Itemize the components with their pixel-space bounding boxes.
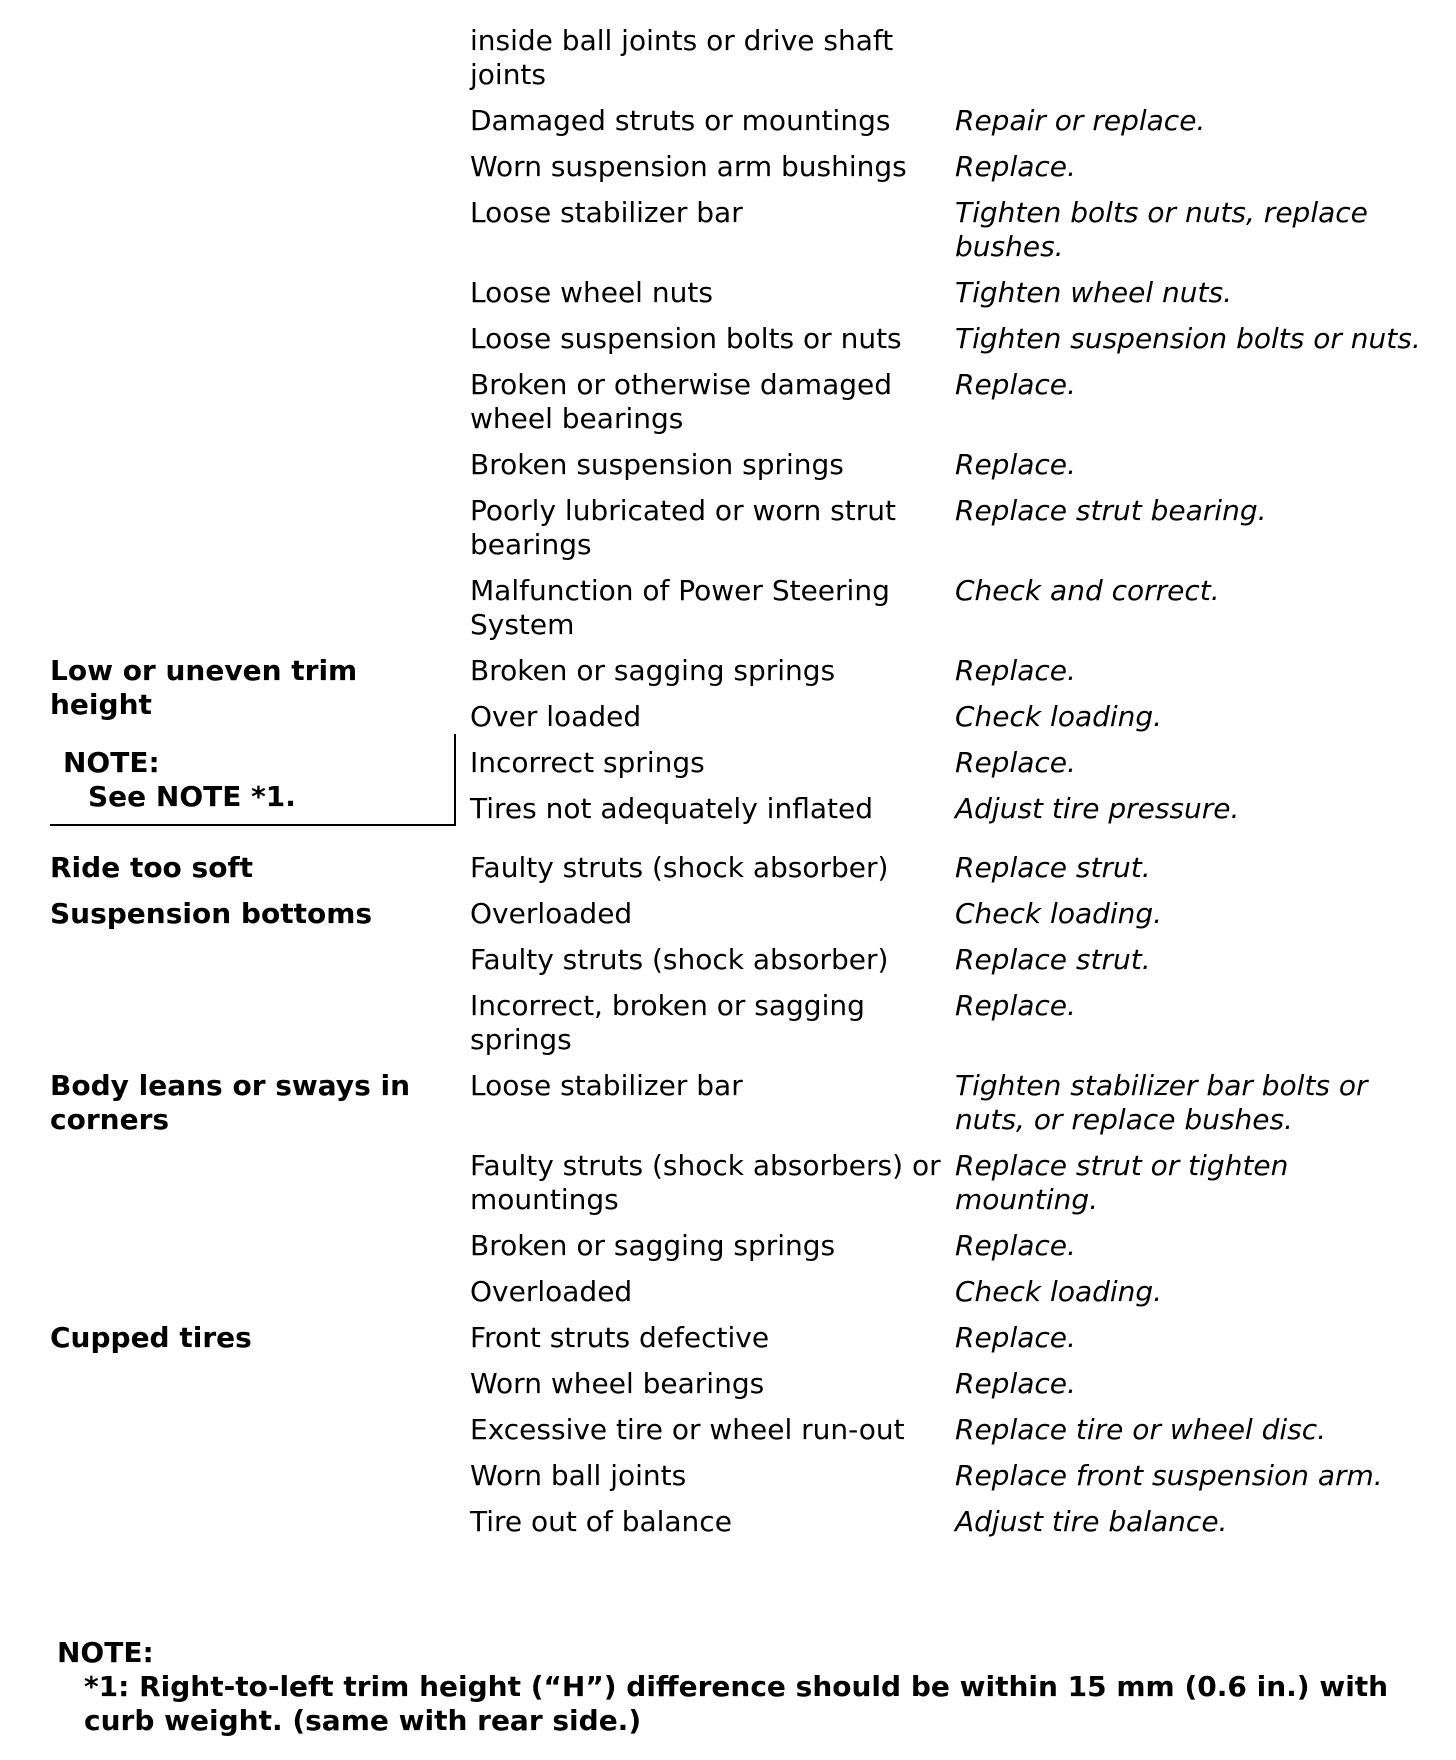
remedy-text: Replace.	[955, 746, 1076, 779]
cause-text: Tires not adequately inflated	[470, 792, 873, 825]
cause-text: Faulty struts (shock absorber)	[470, 943, 889, 976]
remedy-text: Tighten suspension bolts or nuts.	[955, 322, 1421, 355]
cause-text: Malfunction of Power Steering	[470, 574, 890, 607]
footer-note-text: *1: Right-to-left trim height (“H”) difference should be within 15 mm (0.6 in.) with	[84, 1670, 1389, 1703]
remedy-text: Check loading.	[955, 897, 1163, 930]
symptom-heading: Suspension bottoms	[50, 897, 373, 930]
cause-text: joints	[470, 58, 547, 91]
cause-text: springs	[470, 1023, 572, 1056]
cause-text: Faulty struts (shock absorber)	[470, 851, 889, 884]
remedy-text: Replace.	[955, 448, 1076, 481]
cause-text: Broken or otherwise damaged	[470, 368, 892, 401]
cause-text: Worn ball joints	[470, 1459, 687, 1492]
cause-text: wheel bearings	[470, 402, 684, 435]
symptom-heading: Ride too soft	[50, 851, 254, 884]
remedy-text: Check loading.	[955, 1275, 1163, 1308]
cause-text: Poorly lubricated or worn strut	[470, 494, 896, 527]
symptom-heading: height	[50, 688, 152, 721]
cause-text: bearings	[470, 528, 592, 561]
remedy-text: bushes.	[955, 230, 1064, 263]
remedy-text: Adjust tire pressure.	[955, 792, 1240, 825]
remedy-text: Check loading.	[955, 700, 1163, 733]
symptom-heading: Cupped tires	[50, 1321, 252, 1354]
cause-text: mountings	[470, 1183, 619, 1216]
remedy-text: Adjust tire balance.	[955, 1505, 1228, 1538]
symptom-heading: corners	[50, 1103, 170, 1136]
cause-text: Incorrect springs	[470, 746, 705, 779]
remedy-text: Tighten stabilizer bar bolts or	[955, 1069, 1368, 1102]
cause-text: Excessive tire or wheel run-out	[470, 1413, 905, 1446]
remedy-text: Replace strut.	[955, 943, 1151, 976]
remedy-text: Replace.	[955, 654, 1076, 687]
cause-text: Overloaded	[470, 897, 633, 930]
remedy-text: Replace strut bearing.	[955, 494, 1267, 527]
remedy-text: Replace tire or wheel disc.	[955, 1413, 1327, 1446]
remedy-text: nuts, or replace bushes.	[955, 1103, 1293, 1136]
cause-text: Broken suspension springs	[470, 448, 844, 481]
cause-text: Loose wheel nuts	[470, 276, 713, 309]
remedy-text: Replace strut or tighten	[955, 1149, 1289, 1182]
footer-note-text: curb weight. (same with rear side.)	[84, 1704, 642, 1737]
remedy-text: Replace.	[955, 368, 1076, 401]
cause-text: Broken or sagging springs	[470, 1229, 836, 1262]
note-label: NOTE:	[63, 746, 160, 779]
cause-text: Loose suspension bolts or nuts	[470, 322, 902, 355]
cause-text: Overloaded	[470, 1275, 633, 1308]
note-box-vertical-rule	[454, 734, 456, 826]
remedy-text: Repair or replace.	[955, 104, 1206, 137]
remedy-text: Check and correct.	[955, 574, 1220, 607]
remedy-text: mounting.	[955, 1183, 1099, 1216]
footer-note-label: NOTE:	[57, 1636, 154, 1669]
cause-text: Faulty struts (shock absorbers) or	[470, 1149, 941, 1182]
cause-text: Incorrect, broken or sagging	[470, 989, 865, 1022]
remedy-text: Replace.	[955, 1321, 1076, 1354]
remedy-text: Replace front suspension arm.	[955, 1459, 1383, 1492]
cause-text: Worn wheel bearings	[470, 1367, 765, 1400]
remedy-text: Replace strut.	[955, 851, 1151, 884]
remedy-text: Tighten wheel nuts.	[955, 276, 1232, 309]
cause-text: System	[470, 608, 575, 641]
symptom-heading: Low or uneven trim	[50, 654, 358, 687]
remedy-text: Replace.	[955, 1367, 1076, 1400]
cause-text: Loose stabilizer bar	[470, 196, 743, 229]
remedy-text: Replace.	[955, 989, 1076, 1022]
cause-text: inside ball joints or drive shaft	[470, 24, 894, 57]
symptom-heading: Body leans or sways in	[50, 1069, 411, 1102]
cause-text: Tire out of balance	[470, 1505, 732, 1538]
cause-text: Broken or sagging springs	[470, 654, 836, 687]
remedy-text: Tighten bolts or nuts, replace	[955, 196, 1368, 229]
remedy-text: Replace.	[955, 1229, 1076, 1262]
remedy-text: Replace.	[955, 150, 1076, 183]
cause-text: Loose stabilizer bar	[470, 1069, 743, 1102]
note-box-bottom-rule	[50, 824, 456, 826]
cause-text: Over loaded	[470, 700, 642, 733]
note-reference: See NOTE *1.	[88, 780, 296, 813]
cause-text: Worn suspension arm bushings	[470, 150, 907, 183]
cause-text: Damaged struts or mountings	[470, 104, 891, 137]
cause-text: Front struts defective	[470, 1321, 770, 1354]
